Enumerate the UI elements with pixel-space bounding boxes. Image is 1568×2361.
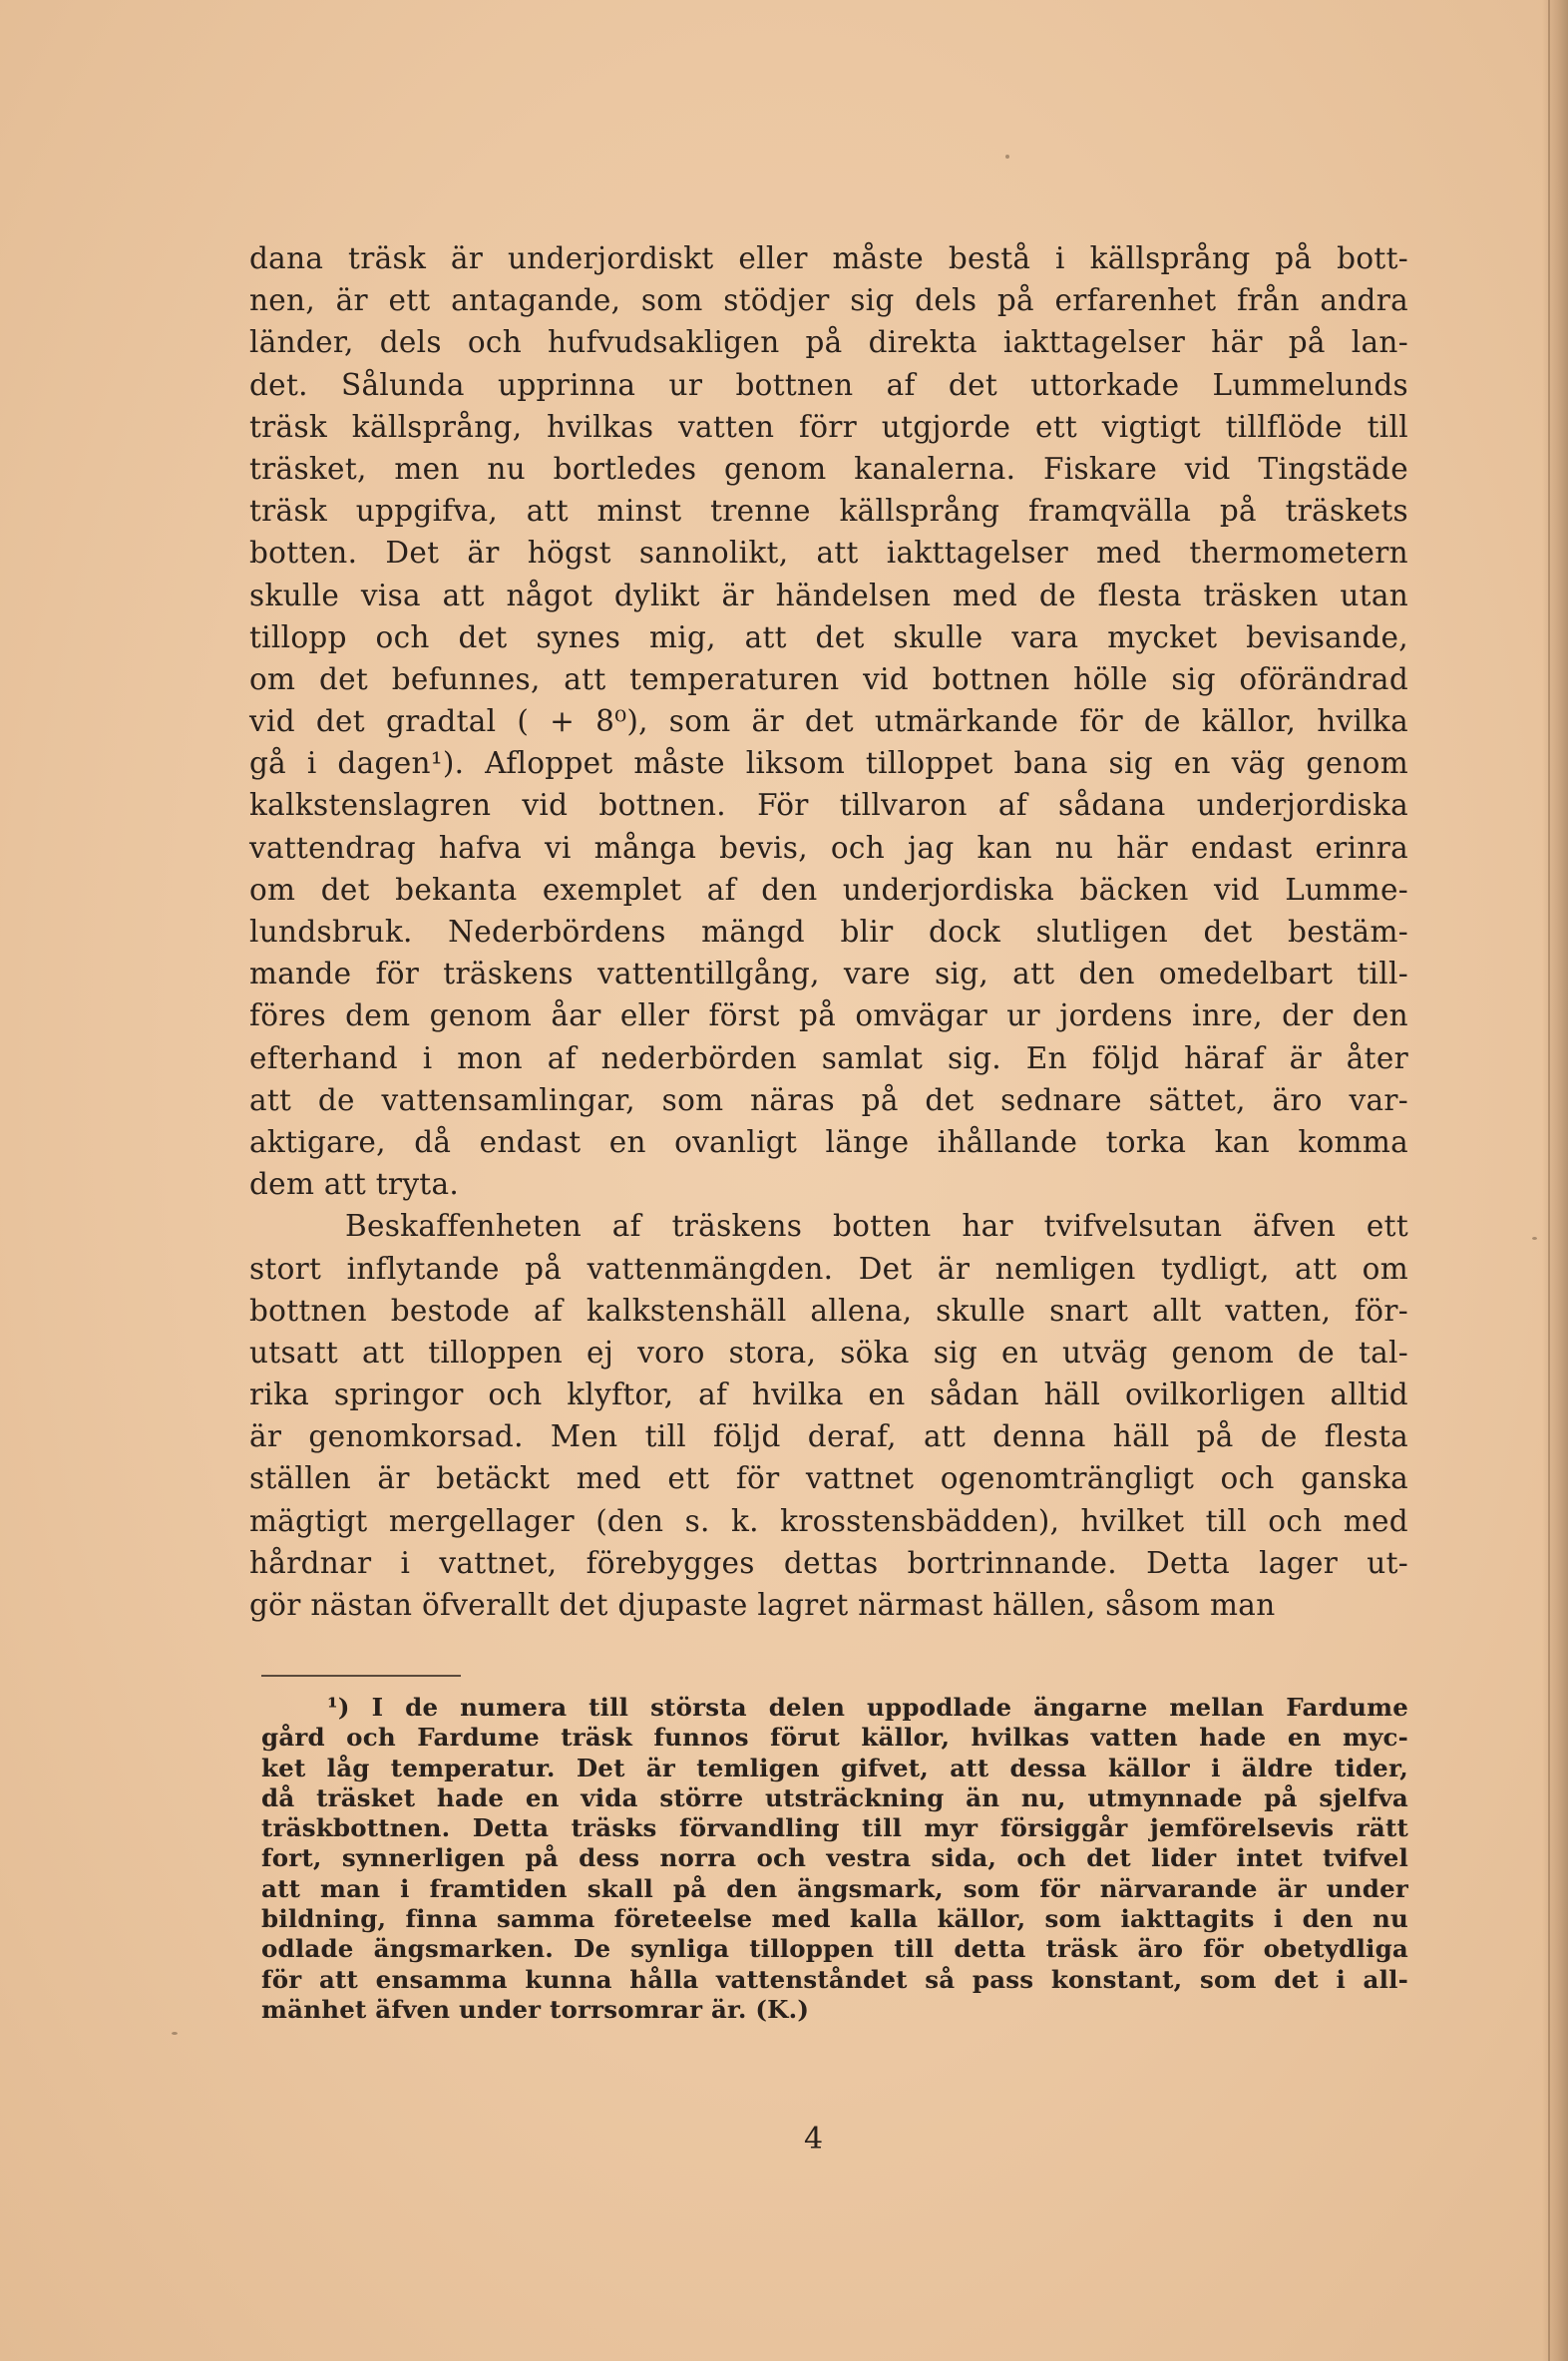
text-line: efterhand i mon af nederbörden samlat sig. En följd häraf är åter bbox=[249, 1040, 1408, 1075]
text-line: utsatt att tilloppen ej voro stora, söka sig en utväg genom de tal- bbox=[249, 1335, 1408, 1370]
footnote-line: gård och Fardume träsk funnos förut källor, hvilkas vatten hade en myc- bbox=[261, 1723, 1408, 1753]
footnote-line: mänhet äfven under torrsomrar är. (K.) bbox=[261, 1994, 810, 2024]
text-line: nen, är ett antagande, som stödjer sig dels på erfarenhet från andra bbox=[249, 283, 1408, 318]
footnote-separator bbox=[261, 1675, 461, 1677]
text-line: träsk källsprång, hvilkas vatten förr utgjorde ett vigtigt tillflöde till bbox=[249, 409, 1408, 444]
text-line: tillopp och det synes mig, att det skulle vara mycket bevisande, bbox=[249, 619, 1408, 654]
main-text-block bbox=[249, 237, 1408, 1626]
footnote-line: att man i framtiden skall på den ängsmark, som för närvarande är under bbox=[261, 1873, 1408, 1903]
footnote-line: ¹) I de numera till största delen uppodlade ängarne mellan Fardume bbox=[327, 1693, 1408, 1722]
page-edge-line bbox=[1548, 0, 1550, 2361]
text-line: gå i dagen¹). Afloppet måste liksom tilloppet bana sig en väg genom bbox=[249, 746, 1408, 781]
footnote-line: bildning, finna samma företeelse med kalla källor, som iakttagits i den nu bbox=[261, 1904, 1408, 1934]
page-number: 4 bbox=[804, 2122, 824, 2157]
text-line: bottnen bestode af kalkstenshäll allena, skulle snart allt vatten, för- bbox=[249, 1293, 1408, 1328]
text-line: länder, dels och hufvudsakligen på direkta iakttagelser här på lan- bbox=[249, 325, 1408, 360]
paper-speck bbox=[172, 2032, 178, 2035]
page-edge-shadow bbox=[1542, 0, 1568, 2361]
text-line: vattendrag hafva vi många bevis, och jag kan nu här endast erinra bbox=[249, 830, 1408, 865]
footnote-line: träskbottnen. Detta träsks förvandling till myr försiggår jemförelsevis rätt bbox=[261, 1813, 1408, 1843]
text-line: botten. Det är högst sannolikt, att iakttagelser med thermometern bbox=[249, 536, 1408, 571]
text-line: dana träsk är underjordiskt eller måste bestå i källsprång på bott- bbox=[249, 241, 1408, 275]
text-line: stort inflytande på vattenmängden. Det är nemligen tydligt, att om bbox=[249, 1251, 1408, 1286]
text-line: skulle visa att något dylikt är händelsen med de flesta träsken utan bbox=[249, 578, 1408, 612]
text-line: träsket, men nu bortledes genom kanalerna. Fiskare vid Tingstäde bbox=[249, 451, 1408, 486]
footnote-line: fort, synnerligen på dess norra och vestra sida, och det lider intet tvifvel bbox=[261, 1843, 1408, 1873]
footnote-block bbox=[261, 1693, 1408, 2025]
text-line: mande för träskens vattentillgång, vare sig, att den omedelbart till- bbox=[249, 957, 1408, 991]
text-line: hårdnar i vattnet, förebygges dettas bortrinnande. Detta lager ut- bbox=[249, 1545, 1408, 1580]
text-line: om det befunnes, att temperaturen vid bottnen hölle sig oförändrad bbox=[249, 661, 1408, 696]
text-line: träsk uppgifva, att minst trenne källsprång framqvälla på träskets bbox=[249, 494, 1408, 529]
text-line: föres dem genom åar eller först på omvägar ur jordens inre, der den bbox=[249, 998, 1408, 1033]
text-line: Beskaffenheten af träskens botten har tvifvelsutan äfven ett bbox=[345, 1209, 1408, 1244]
text-line: ställen är betäckt med ett för vattnet ogenomträngligt och ganska bbox=[249, 1461, 1408, 1496]
text-line: gör nästan öfverallt det djupaste lagret närmast hällen, såsom man bbox=[249, 1588, 1276, 1622]
text-line: lundsbruk. Nederbördens mängd blir dock slutligen det bestäm- bbox=[249, 915, 1408, 949]
footnote-line: då träsket hade en vida större utsträckning än nu, utmynnade på sjelfva bbox=[261, 1782, 1408, 1812]
text-line: kalkstenslagren vid bottnen. För tillvaron af sådana underjordiska bbox=[249, 788, 1408, 823]
paper-speck bbox=[1532, 1237, 1537, 1240]
footnote-line: ket låg temperatur. Det är temligen gifvet, att dessa källor i äldre tider, bbox=[261, 1753, 1408, 1782]
text-line: rika springor och klyftor, af hvilka en sådan häll ovilkorligen alltid bbox=[249, 1377, 1408, 1412]
paper-speck bbox=[1005, 155, 1009, 159]
footnote-line: för att ensamma kunna hålla vattenståndet så pass konstant, som det i all- bbox=[261, 1964, 1408, 1994]
text-line: mägtigt mergellager (den s. k. krosstensbädden), hvilket till och med bbox=[249, 1503, 1408, 1538]
text-line: det. Sålunda upprinna ur bottnen af det uttorkade Lummelunds bbox=[249, 367, 1408, 402]
text-line: om det bekanta exemplet af den underjordiska bäcken vid Lumme- bbox=[249, 872, 1408, 907]
text-line: aktigare, då endast en ovanligt länge ihållande torka kan komma bbox=[249, 1124, 1408, 1159]
footnote-line: odlade ängsmarken. De synliga tilloppen till detta träsk äro för obetydliga bbox=[261, 1934, 1408, 1964]
text-line: att de vattensamlingar, som näras på det sednare sättet, äro var- bbox=[249, 1082, 1408, 1117]
text-line: vid det gradtal ( + 8⁰), som är det utmärkande för de källor, hvilka bbox=[249, 704, 1408, 739]
text-line: dem att tryta. bbox=[249, 1167, 460, 1202]
text-line: är genomkorsad. Men till följd deraf, att denna häll på de flesta bbox=[249, 1419, 1408, 1454]
